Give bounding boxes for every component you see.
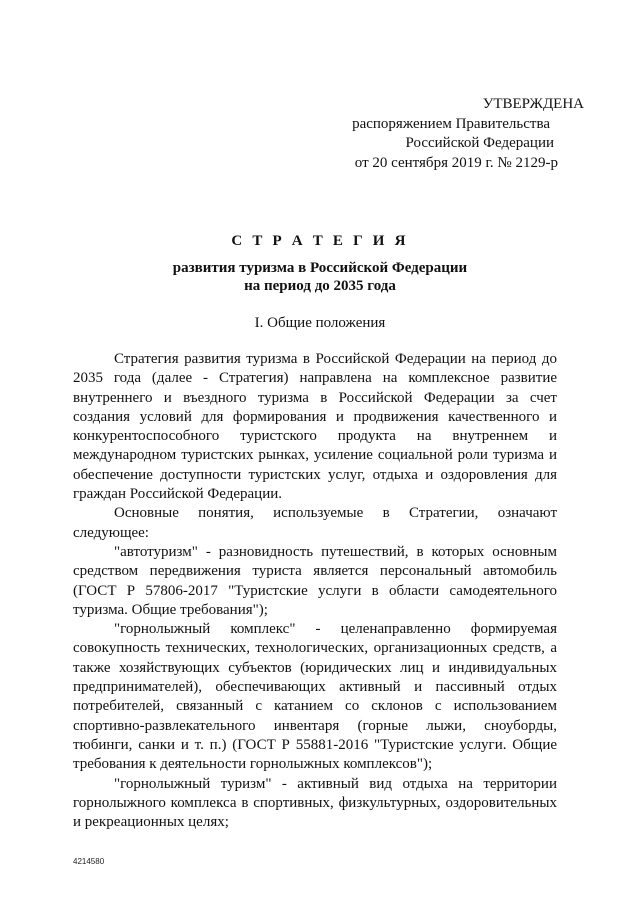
approval-line-1: распоряжением Правительства: [352, 115, 550, 132]
paragraph-intro: Стратегия развития туризма в Российской Федерации на период до 2035 года (далее - Стратегия) направлена на комплексное развитие внутреннего и въездного туризма в Российской Федерации за счет создания условий для формирования и продвижения качественного и конкурентоспособного туристского продукта на внутреннем и международном туристских рынках, усиление социальной роли туризма и обеспечение доступности туристских услуг, отдыха и оздоровления для граждан Российской Федерации.: [73, 351, 557, 503]
approval-stamp: [300, 95, 600, 173]
paragraph-definitions-intro: Основные понятия, используемые в Стратегии, означают следующее:: [73, 505, 557, 541]
document-title: С Т Р А Т Е Г И Я: [231, 233, 409, 249]
approval-approved: УТВЕРЖДЕНА: [482, 96, 584, 112]
document-code: 4214580: [73, 857, 105, 866]
subtitle-line-2: на период до 2035 года: [244, 278, 396, 294]
section-heading: I. Общие положения: [254, 315, 386, 331]
approval-line-3: от 20 сентября 2019 г. № 2129-р: [354, 154, 558, 171]
document-subtitle: [0, 259, 640, 295]
paragraph-ski-tourism: "горнолыжный туризм" - активный вид отдыха на территории горнолыжного комплекса в спортивных, физкультурных, оздоровительных и рекреационных целях;: [73, 775, 557, 831]
paragraph-autotourism: "автотуризм" - разновидность путешествий, в которых основным средством передвижения туриста является персональный автомобиль (ГОСТ Р 57806-2017 "Туристские услуги в области самодеятельного туризма. Общие требования");: [73, 543, 557, 618]
paragraph-ski-complex: "горнолыжный комплекс" - целенаправленно формируемая совокупность технических, технологических, организационных средств, а также хозяйствующих субъектов (юридических лиц и индивидуальных предпринимателей), обеспечивающих активный и пассивный отдых потребителей, связанный с катанием со склонов с использованием спортивно-развлекательного инвентаря (горные лыжи, сноуборды, тюбинги, санки и т. п.) (ГОСТ Р 55881-2016 "Туристские услуги. Общие требования к деятельности горнолыжных комплексов");: [73, 621, 557, 773]
approval-line-2: Российской Федерации: [405, 135, 554, 151]
document-body: [73, 350, 557, 832]
subtitle-line-1: развития туризма в Российской Федерации: [172, 260, 468, 276]
